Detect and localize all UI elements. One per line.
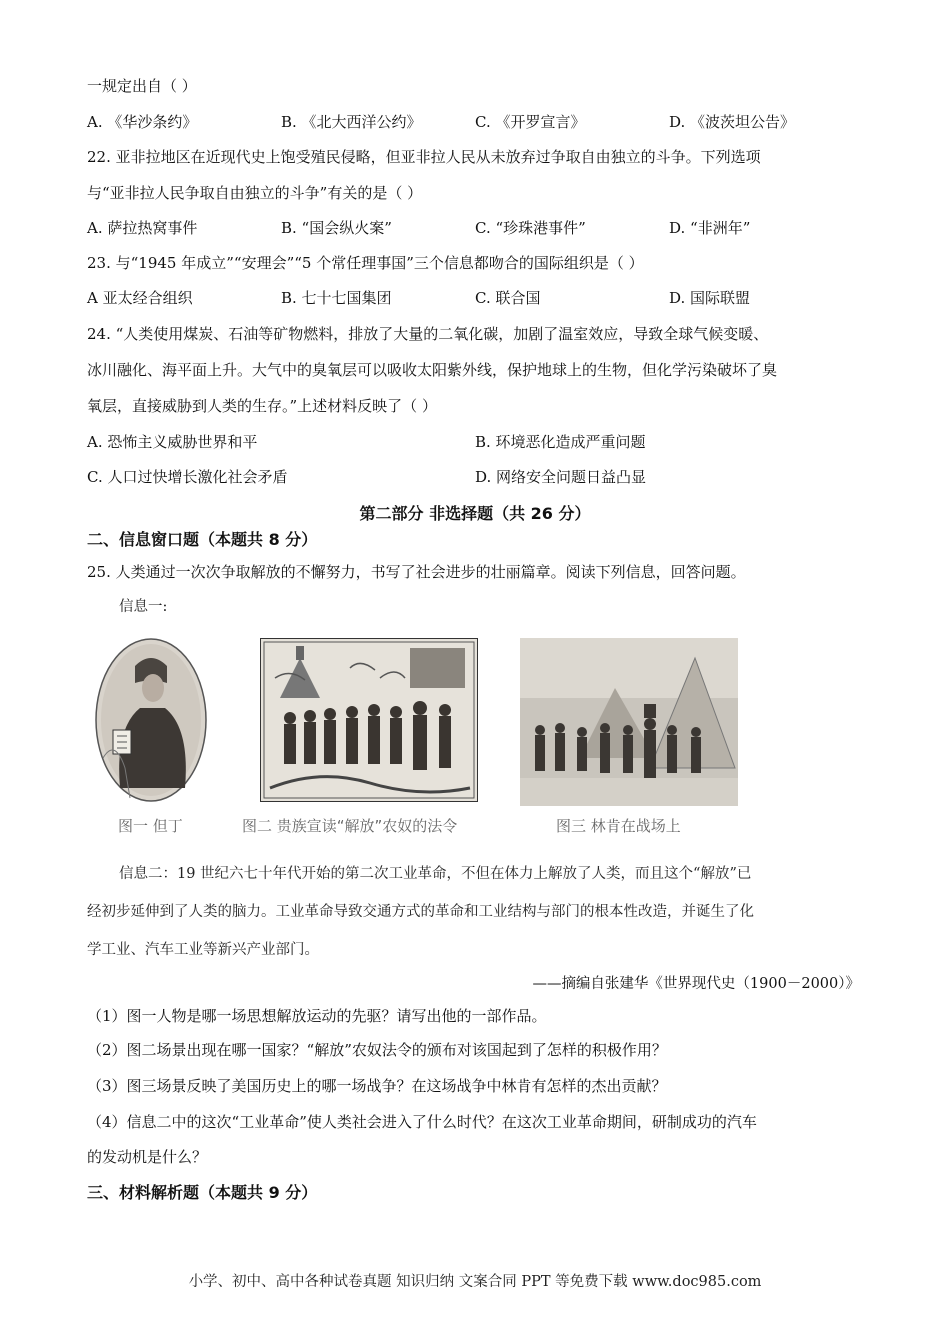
q25-sub2: （2）图二场景出现在哪一国家？“解放”农奴法令的颁布对该国起到了怎样的积极作用？ <box>87 1041 667 1059</box>
q23-option-a[interactable]: A 亚太经合组织 <box>87 289 193 307</box>
q22-option-b[interactable]: B. “国会纵火案” <box>281 219 392 237</box>
part2-title: 第二部分 非选择题（共 26 分） <box>359 504 591 523</box>
q23-option-b[interactable]: B. 七十七国集团 <box>281 289 392 307</box>
figure3-caption: 图三 林肯在战场上 <box>556 817 681 835</box>
q25-info2-line1: 信息二：19 世纪六七十年代开始的第二次工业革命，不但在体力上解放了人类，而且这个“解放”已 <box>119 866 752 882</box>
q21-option-a[interactable]: A. 《华沙条约》 <box>87 113 198 131</box>
q22-option-d[interactable]: D. “非洲年” <box>669 219 751 237</box>
figure1-dante-portrait <box>95 638 207 802</box>
q25-sub4-line1: （4）信息二中的这次“工业革命”使人类社会进入了什么时代？在这次工业革命期间，研制成功的汽车 <box>87 1113 757 1131</box>
q21-option-c[interactable]: C. 《开罗宣言》 <box>475 113 586 131</box>
q25-info2-line3: 学工业、汽车工业等新兴产业部门。 <box>87 942 319 958</box>
q24-stem-line3: 氧层，直接威胁到人类的生存。”上述材料反映了（ ） <box>87 397 437 415</box>
figure3-lincoln-battlefield-photo <box>520 638 738 806</box>
q24-stem-line1: 24. “人类使用煤炭、石油等矿物燃料，排放了大量的二氧化碳，加剧了温室效应，导致全球气候变暖、 <box>87 325 769 343</box>
q25-sub3: （3）图三场景反映了美国历史上的哪一场战争？在这场战争中林肯有怎样的杰出贡献？ <box>87 1077 667 1095</box>
q22-option-a[interactable]: A. 萨拉热窝事件 <box>87 219 198 237</box>
q21-stem-tail: 一规定出自（ ） <box>87 77 197 95</box>
q24-option-a[interactable]: A. 恐怖主义威胁世界和平 <box>87 433 258 451</box>
q22-option-c[interactable]: C. “珍珠港事件” <box>475 219 586 237</box>
q25-source: ——摘编自张建华《世界现代史（1900－2000）》 <box>532 976 860 992</box>
section2-title: 二、信息窗口题（本题共 8 分） <box>87 530 318 549</box>
figure2-serf-emancipation-scene <box>260 638 478 802</box>
q24-option-d[interactable]: D. 网络安全问题日益凸显 <box>475 468 647 486</box>
q25-intro: 25. 人类通过一次次争取解放的不懈努力，书写了社会进步的壮丽篇章。阅读下列信息，回答问题。 <box>87 563 746 581</box>
q23-option-c[interactable]: C. 联合国 <box>475 289 541 307</box>
q24-option-b[interactable]: B. 环境恶化造成严重问题 <box>475 433 646 451</box>
page-footer: 小学、初中、高中各种试卷真题 知识归纳 文案合同 PPT 等免费下载 www.doc985.com <box>188 1274 762 1290</box>
q24-option-c[interactable]: C. 人口过快增长激化社会矛盾 <box>87 468 288 486</box>
q21-option-d[interactable]: D. 《波茨坦公告》 <box>669 113 796 131</box>
figure1-caption: 图一 但丁 <box>118 817 183 835</box>
q23-stem: 23. 与“1945 年成立”“安理会”“5 个常任理事国”三个信息都吻合的国际组织是（ ） <box>87 254 644 272</box>
section3-title: 三、材料解析题（本题共 9 分） <box>87 1183 318 1202</box>
q21-option-b[interactable]: B. 《北大西洋公约》 <box>281 113 422 131</box>
q25-info2-line2: 经初步延伸到了人类的脑力。工业革命导致交通方式的革命和工业结构与部门的根本性改造，并诞生了化 <box>87 904 754 920</box>
q24-stem-line2: 冰川融化、海平面上升。大气中的臭氧层可以吸收太阳紫外线，保护地球上的生物，但化学污染破坏了臭 <box>87 361 778 379</box>
q25-info1-label: 信息一: <box>119 599 168 615</box>
q22-stem-line1: 22. 亚非拉地区在近现代史上饱受殖民侵略，但亚非拉人民从未放弃过争取自由独立的斗争。下列选项 <box>87 148 761 166</box>
q22-stem-line2: 与“亚非拉人民争取自由独立的斗争”有关的是（ ） <box>87 184 423 202</box>
q25-sub4-line2: 的发动机是什么？ <box>87 1148 208 1166</box>
q25-sub1: （1）图一人物是哪一场思想解放运动的先驱？请写出他的一部作品。 <box>87 1007 547 1025</box>
q23-option-d[interactable]: D. 国际联盟 <box>669 289 751 307</box>
figure2-caption: 图二 贵族宣读“解放”农奴的法令 <box>242 817 458 835</box>
